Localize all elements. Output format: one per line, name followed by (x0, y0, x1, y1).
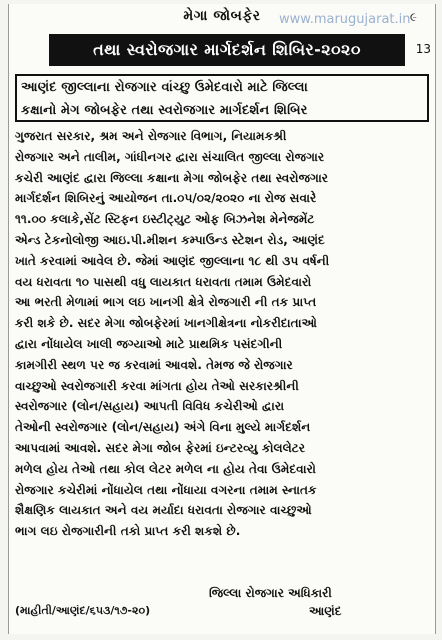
corner-mark: ૯ (409, 10, 417, 24)
article-line: ગુજરાત સરકાર, શ્રમ અને રોજગાર વિભાગ, નિયામકશ્રી (15, 129, 287, 143)
article-body (15, 126, 427, 584)
article-line: દ્વારા નોંધાયેલ ખાલી જગ્યાઓ માટે પ્રાથમિક પસંદગીની (15, 336, 283, 351)
article-line: કામગીરી સ્થળ પર જ કરવામાં આવશે. તેમજ જે રોજગાર (15, 357, 293, 372)
subheading-line: આણંદ જીલ્લાના રોજગાર વાંચ્છુ ઉમેદવારો માટે જિલ્લા (21, 80, 308, 95)
article-line: વાચ્છુઓ સ્વરોજગારી કરવા માંગતા હોય તેઓ સરકારશ્રીની (15, 378, 299, 393)
article-line: ભાગ લઇ રોજગારીની તકો પ્રાપ્ત કરી શકશે છે. (15, 524, 241, 539)
newspaper-clipping (8, 4, 436, 634)
article-line: ૧૧.૦૦ કલાકે,સેંટ સ્ટિફન ઇસ્ટીટ્યુટ ઓફ બિઝનેશ મેનેજમેંટ (15, 212, 315, 227)
article-line: રોજગાર કચેરીમાં નોંધાયેલ તથા નોંધાયા વગરના તમામ સ્નાતક (15, 482, 317, 497)
watermark: www.marugujarat.in (279, 12, 411, 27)
signatory-place: આણંદ (309, 604, 342, 618)
article-line: મળેલ હોય તેઓ તથા કોલ લેટર મળેલ ના હોય તેવા ઉમેદવારો (15, 461, 316, 476)
top-title: મેગા જોબફેર (183, 8, 261, 24)
article-line: કચેરી આણંદ દ્વારા જિલ્લા કક્ષાના મેગા જોબફેર તથા સ્વરોજગાર (15, 170, 329, 185)
side-number: 13 (415, 42, 431, 56)
signatory: જિલ્લા રોજગાર અધિકારી (209, 586, 332, 600)
article-line: આ ભરતી મેળામાં ભાગ લઇ ખાનગી ક્ષેત્રે રોજગારી ની તક પ્રાપ્ત (15, 295, 317, 310)
subheading-line: કક્ષાનો મેગ જોબફેર તથા સ્વરોજગાર માર્ગદર્શન શિબિર (21, 103, 308, 118)
subheading-box (15, 74, 429, 122)
article-line: કરી શકે છે. સદર મેગા જોબફેરમાં ખાનગીક્ષેત્રના નોકરીદાતાઓ (15, 316, 317, 331)
article-line: એન્ડ ટેકનોલોજી આઇ.પી.મીશન કમ્પાઉન્ડ સ્ટેશન રોડ, આણંદ (15, 232, 325, 247)
article-line: સ્વરોજગાર (લોન/સહાય) આપતી વિવિધ કચેરીઓ દ્વારા (15, 399, 285, 414)
article-line: માર્ગદર્શન શિબિરનું આયોજન તા.૦૫/૦૨/૨૦૨૦ ના રોજ સવારે (15, 191, 317, 206)
article-line: તેઓની સ્વરોજગાર (લોન/સહાય) અંગે વિના મુલ્યે માર્ગદર્શન (15, 420, 311, 435)
article-line: ખાતે કરવામાં આવેલ છે. જેમાં આણંદ જીલ્લાના ૧૮ થી ૩૫ વર્ષની (15, 253, 330, 268)
article-line: શૈક્ષણિક લાયકાત અને વય મર્યાદા ધરાવતા રોજગાર વાચ્છુઓ (15, 503, 312, 518)
article-line: આપવામાં આવશે. સદર મેગા જોબ ફેરમાં ઇન્ટરવ્યુ કોલલેટર (15, 440, 306, 455)
reference-tag: (માહીતી/આણંદ/૬૫૩/૧૭-૨૦) (15, 604, 151, 617)
article-line: વય ધરાવતા ૧૦ પાસથી વધુ લાયકાત ધરાવતા તમામ ઉમેદવારો (15, 274, 312, 289)
main-title-banner: તથા સ્વરોજગાર માર્ગદર્શન શિબિર-૨૦૨૦ (49, 34, 405, 66)
article-line: રોજગાર અને તાલીમ, ગાંધીનગર દ્વારા સંચાલિત જીલ્લા રોજગાર (15, 149, 325, 164)
